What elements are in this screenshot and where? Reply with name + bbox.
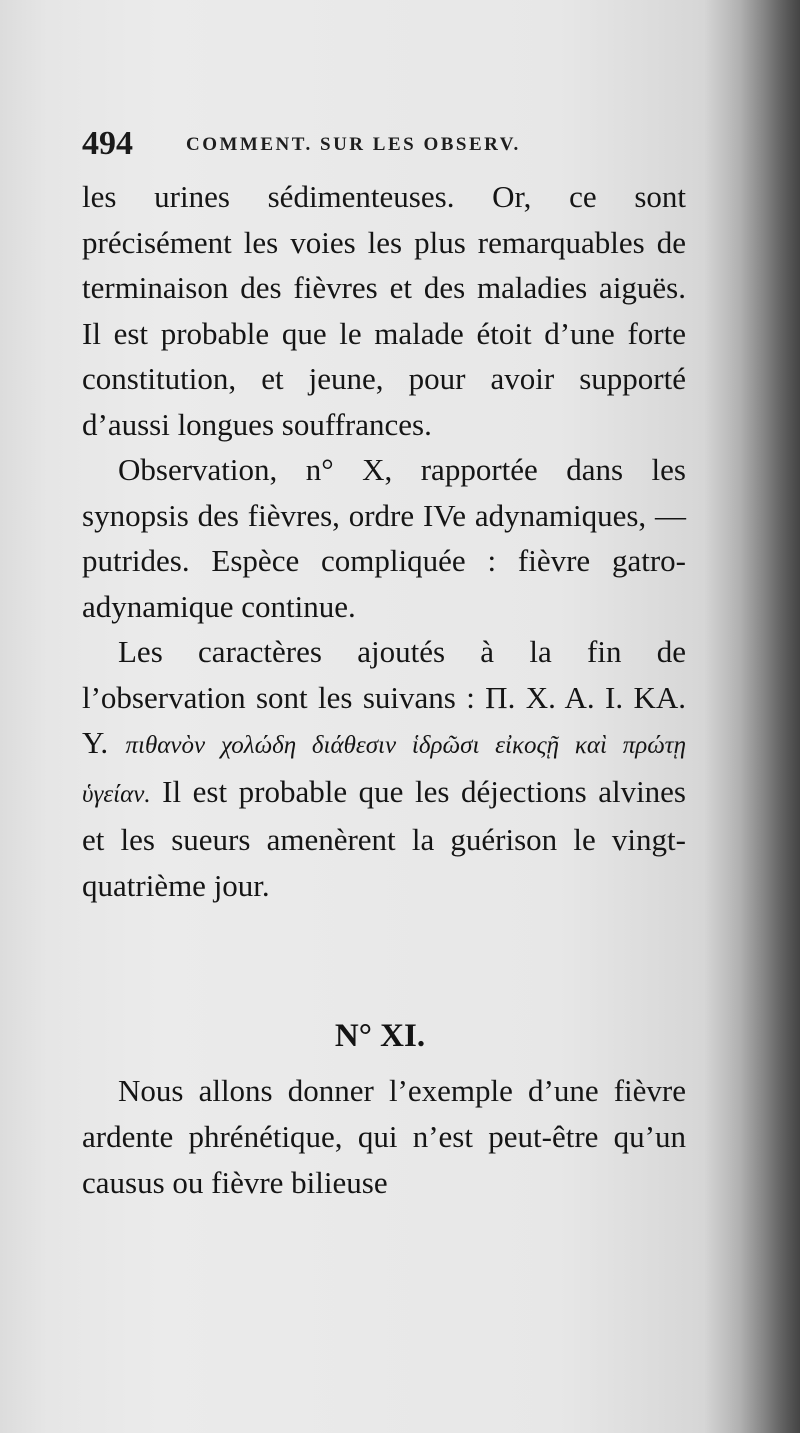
body-text-lower bbox=[82, 1068, 686, 1206]
section-heading: N° XI. bbox=[334, 1018, 426, 1054]
paragraph-characters-intro: Les caractères ajoutés à la fin de l’observation sont les suivans : Π. X. A. I. KA. Y. bbox=[82, 634, 686, 760]
greek-quotation: πιθανὸν χολώδη διάθεσιν ἱδρῶσι εἰκοςῇ καὶ πρώτῃ ὑγείαν. bbox=[82, 732, 687, 808]
page-edge-shadow bbox=[740, 0, 800, 1433]
paragraph-continuation: les urines sédimenteuses. Or, ce sont précisément les voies les plus remarquables de terminaison des fièvres et des maladies aiguës. Il est probable que le malade étoit d’une forte constitution, et jeune, pour avoir supporté d’aussi longues souffrances. bbox=[82, 179, 686, 442]
body-text-upper bbox=[82, 174, 686, 908]
paragraph-characters bbox=[82, 629, 686, 908]
paragraph-characters-conclusion: Il est probable que les déjections alvines et les sueurs amenèrent la guérison le vingt-quatrième jour. bbox=[82, 773, 687, 903]
page-header bbox=[82, 124, 702, 164]
running-head: COMMENT. SUR LES OBSERV. bbox=[186, 134, 521, 155]
paragraph-section-intro: Nous allons donner l’exemple d’une fièvre ardente phrénétique, qui n’est peut-être qu’un causus ou fièvre bilieuse bbox=[82, 1073, 686, 1200]
page-number: 494 bbox=[82, 125, 133, 162]
paragraph-observation: Observation, n° X, rapportée dans les synopsis des fièvres, ordre IVe adynamiques, — putrides. Espèce compliquée : fièvre gatro-adynamique continue. bbox=[82, 452, 686, 624]
